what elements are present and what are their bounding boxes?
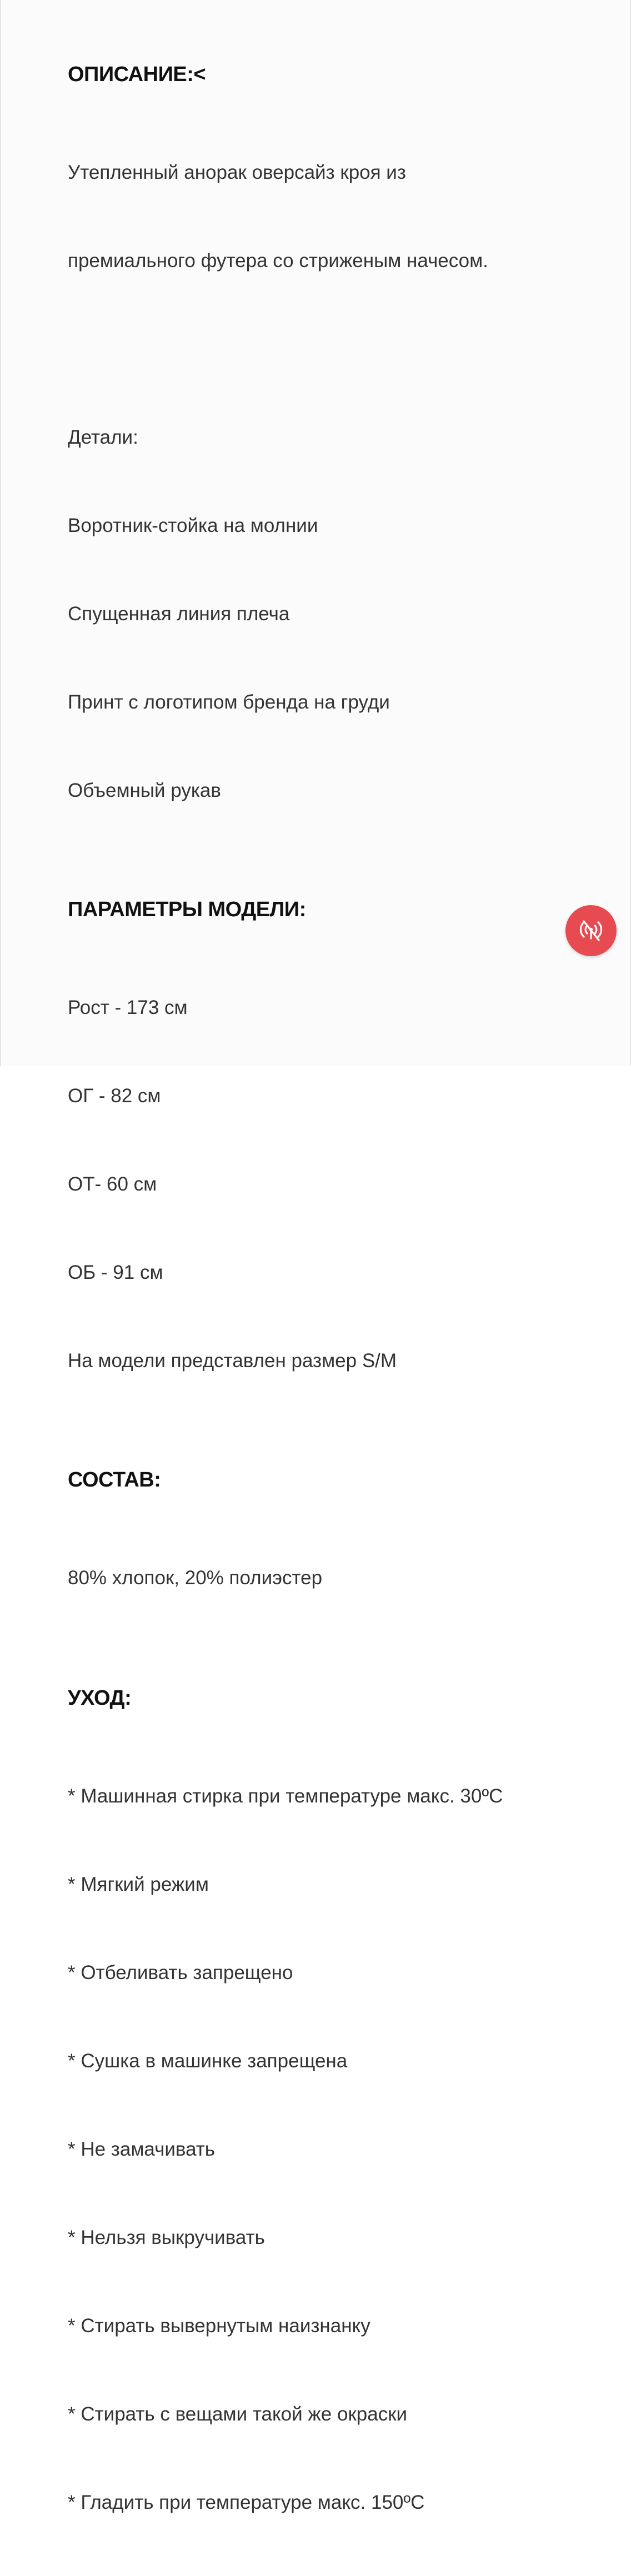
model-params bbox=[68, 934, 601, 1434]
model-param-line: ОБ - 91 см bbox=[68, 1262, 163, 1283]
details-item: Принт с логотипом бренда на груди bbox=[68, 691, 390, 713]
model-param-line: ОТ- 60 см bbox=[68, 1173, 157, 1195]
care-item: * Гладить при температуре макс. 150ºC bbox=[68, 2492, 425, 2513]
broadcast-off-icon bbox=[577, 916, 605, 945]
details-item: Спущенная линия плеча bbox=[68, 603, 290, 625]
description-intro bbox=[68, 99, 601, 864]
broadcast-off-button[interactable] bbox=[565, 905, 617, 956]
product-description bbox=[68, 60, 601, 2576]
care-item: * Машинная стирка при температуре макс. 30ºC bbox=[68, 1785, 503, 1807]
description-intro-line: премиального футера со стриженым начесом. bbox=[68, 250, 488, 272]
composition-text bbox=[68, 1504, 601, 1651]
care-item: * Не замачивать bbox=[68, 2138, 216, 2160]
care-item: * Нельзя выкручивать bbox=[68, 2227, 265, 2248]
details-item: Объемный рукав bbox=[68, 780, 221, 801]
composition-line: 80% хлопок, 20% полиэстер bbox=[68, 1567, 323, 1589]
description-heading: ОПИСАНИЕ:< bbox=[68, 63, 206, 86]
model-param-line: Рост - 173 см bbox=[68, 997, 188, 1018]
care-item: * Мягкий режим bbox=[68, 1874, 209, 1895]
model-param-line: На модели представлен размер S/M bbox=[68, 1350, 397, 1372]
composition-heading: СОСТАВ: bbox=[68, 1468, 161, 1492]
care-item: * Стирать с вещами такой же окраски bbox=[68, 2403, 408, 2425]
care-item: * Сушка в машинке запрещена bbox=[68, 2050, 348, 2072]
details-item: Воротник-стойка на молнии bbox=[68, 515, 318, 536]
care-item: * Отбеливать запрещено bbox=[68, 1962, 293, 1984]
model-param-line: ОГ - 82 см bbox=[68, 1085, 161, 1107]
model-params-heading: ПАРАМЕТРЫ МОДЕЛИ: bbox=[68, 898, 306, 921]
care-heading: УХОД: bbox=[68, 1686, 132, 1710]
details-label: Детали: bbox=[68, 426, 138, 448]
care-item: * Стирать вывернутым наизнанку bbox=[68, 2315, 370, 2337]
care-list bbox=[68, 1723, 601, 2576]
description-intro-line: Утепленный анорак оверсайз кроя из bbox=[68, 162, 406, 183]
